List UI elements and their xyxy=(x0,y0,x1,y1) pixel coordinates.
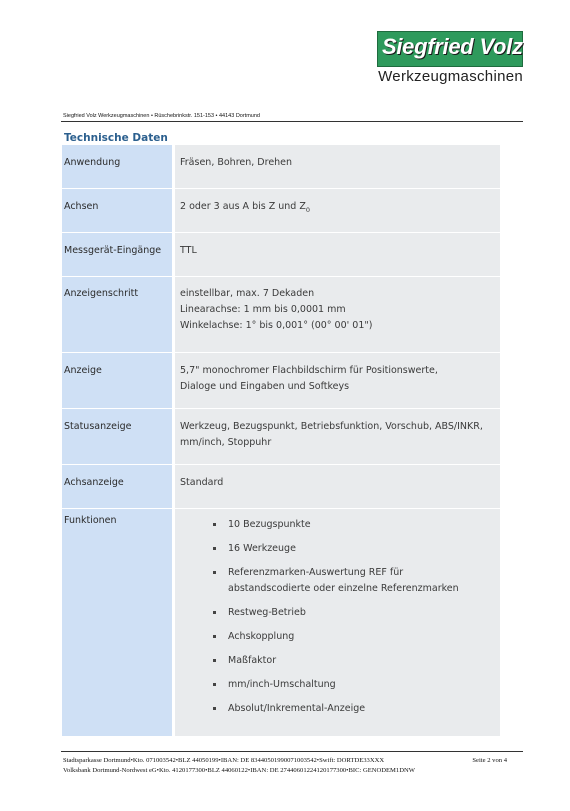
spec-value-line: Dialoge und Eingaben und Softkeys xyxy=(180,381,350,392)
list-item-text: Maßfaktor xyxy=(228,655,277,666)
logo-subtitle: Werkzeugmaschinen xyxy=(378,68,523,85)
spec-row-anzeigenschritt xyxy=(62,277,500,352)
spec-value-text: 2 oder 3 aus A bis Z und Z xyxy=(180,201,306,212)
spec-label: Anzeigenschritt xyxy=(62,277,172,352)
logo-mark xyxy=(377,31,523,67)
list-item-text: Absolut/Inkremental-Anzeige xyxy=(228,703,366,714)
spec-label: Anzeige xyxy=(62,353,172,408)
spec-value-line: Winkelachse: 1° bis 0,001° (00° 00' 01") xyxy=(180,320,373,331)
spec-row-funktionen xyxy=(62,509,500,736)
list-item xyxy=(180,541,500,557)
section-title: Technische Daten xyxy=(64,132,168,144)
company-logo xyxy=(377,31,523,85)
spec-value-line xyxy=(180,199,500,218)
spec-value-line: mm/inch, Stoppuhr xyxy=(180,437,272,448)
spec-row-anwendung xyxy=(62,145,500,188)
bullet-icon xyxy=(213,659,216,662)
spec-label: Anwendung xyxy=(62,145,172,188)
spec-row-messgeraet xyxy=(62,233,500,276)
spec-value xyxy=(175,145,500,188)
list-item xyxy=(180,701,500,717)
function-list xyxy=(180,509,500,717)
spec-value xyxy=(175,465,500,508)
spec-label: Funktionen xyxy=(62,509,172,736)
footer-bank-line-2: Volksbank Dortmund-Nordwest eG•Kto. 4120177300•BLZ 44060122•IBAN: DE 27440601224120177300•BIC: GENODEM1DNW xyxy=(63,767,415,774)
spec-value xyxy=(175,189,500,232)
spec-value xyxy=(175,409,500,464)
spec-value xyxy=(175,277,500,352)
spec-label: Achsanzeige xyxy=(62,465,172,508)
spec-value xyxy=(175,233,500,276)
bullet-icon xyxy=(213,635,216,638)
bullet-icon xyxy=(213,571,216,574)
list-item-text: 16 Werkzeuge xyxy=(228,543,296,554)
spec-label: Achsen xyxy=(62,189,172,232)
bullet-icon xyxy=(213,547,216,550)
list-item xyxy=(180,677,500,693)
spec-row-achsen xyxy=(62,189,500,232)
list-item xyxy=(180,605,500,621)
spec-table xyxy=(62,145,500,736)
footer-divider xyxy=(61,751,523,752)
list-item-text: 10 Bezugspunkte xyxy=(228,519,311,530)
logo-wordmark xyxy=(382,34,523,60)
spec-value-line: TTL xyxy=(180,245,197,256)
header-divider xyxy=(61,121,523,122)
footer-bank-line-1: Stadtsparkasse Dortmund•Kto. 071003542•BLZ 44050199•IBAN: DE 83440501990071003542•Swift: DORTDE33XXX xyxy=(63,757,385,764)
spec-label: Statusanzeige xyxy=(62,409,172,464)
spec-row-statusanzeige xyxy=(62,409,500,464)
logo-brand-part1: Siegfried xyxy=(382,34,474,59)
sender-address-line: Siegfried Volz Werkzeugmaschinen • Rüschebrinkstr. 151-153 • 44143 Dortmund xyxy=(63,113,260,119)
spec-value-line: Standard xyxy=(180,477,224,488)
spec-value-line: Linearachse: 1 mm bis 0,0001 mm xyxy=(180,304,346,315)
list-item xyxy=(180,517,500,533)
list-item-text: Restweg-Betrieb xyxy=(228,607,306,618)
spec-row-achsanzeige xyxy=(62,465,500,508)
spec-row-anzeige xyxy=(62,353,500,408)
list-item-text: abstandscodierte oder einzelne Referenzmarken xyxy=(228,583,459,594)
page-number: Seite 2 von 4 xyxy=(472,757,507,764)
spec-value-subscript: 0 xyxy=(305,205,310,214)
footer xyxy=(63,756,523,776)
list-item-text: Achskopplung xyxy=(228,631,295,642)
spec-label: Messgerät-Eingänge xyxy=(62,233,172,276)
bullet-icon xyxy=(213,523,216,526)
spec-value-line: Fräsen, Bohren, Drehen xyxy=(180,157,293,168)
list-item xyxy=(180,629,500,645)
bullet-icon xyxy=(213,707,216,710)
spec-value xyxy=(175,509,500,736)
spec-value-line: 5,7" monochromer Flachbildschirm für Positionswerte, xyxy=(180,365,438,376)
spec-value xyxy=(175,353,500,408)
spec-value-line: einstellbar, max. 7 Dekaden xyxy=(180,288,315,299)
list-item-text: mm/inch-Umschaltung xyxy=(228,679,336,690)
bullet-icon xyxy=(213,611,216,614)
list-item-text: Referenzmarken-Auswertung REF für xyxy=(228,567,404,578)
bullet-icon xyxy=(213,683,216,686)
logo-brand-part2: Volz xyxy=(479,34,523,59)
list-item xyxy=(180,565,500,597)
list-item xyxy=(180,653,500,669)
spec-value-line: Werkzeug, Bezugspunkt, Betriebsfunktion, Vorschub, ABS/INKR, xyxy=(180,421,483,432)
